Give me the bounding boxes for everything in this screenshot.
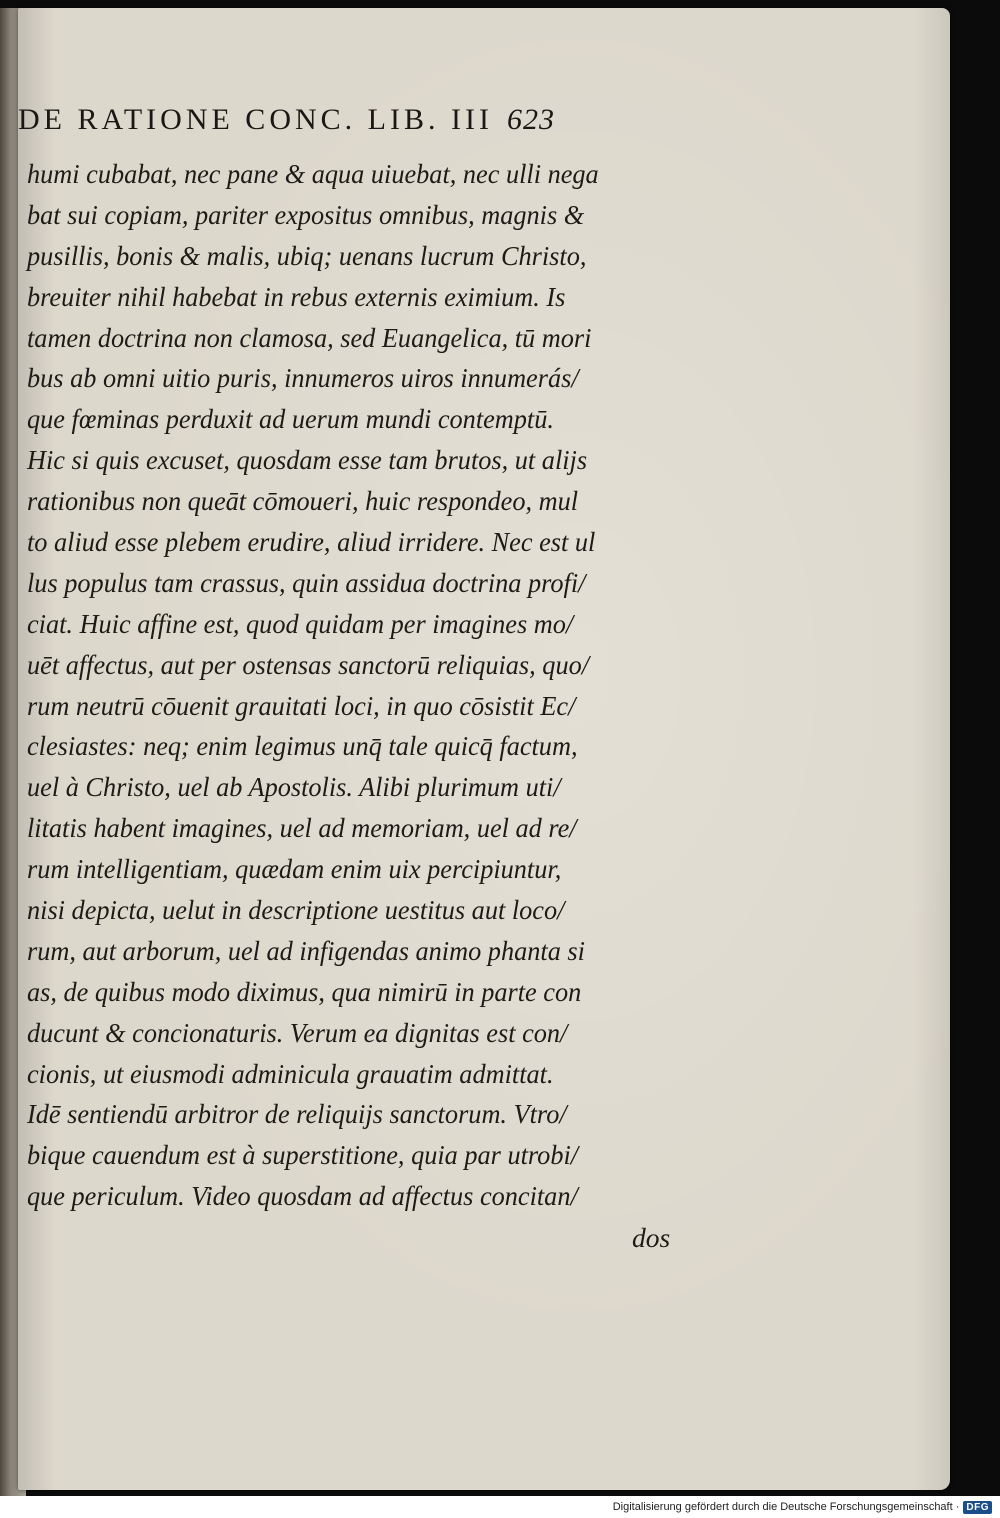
text-line: rum neutrū cōuenit grauitati loci, in quo cōsistit Ec/ xyxy=(27,689,576,721)
text-line: tamen doctrina non clamosa, sed Euangelica, tū mori xyxy=(27,321,592,353)
dfg-logo-icon: DFG xyxy=(963,1501,992,1514)
text-line: bus ab omni uitio puris, innumeros uiros innumerás/ xyxy=(27,362,579,394)
text-line: clesiastes: neq; enim legimus unq̄ tale quicq̄ factum, xyxy=(27,730,578,762)
text-line: ducunt & concionaturis. Verum ea dignitas est con/ xyxy=(27,1016,568,1048)
text-line: que periculum. Video quosdam ad affectus concitan/ xyxy=(27,1180,578,1212)
text-line: bat sui copiam, pariter expositus omnibus, magnis & xyxy=(27,198,585,230)
text-line: rum, aut arborum, uel ad infigendas animo phanta si xyxy=(27,934,585,966)
text-line: que fœminas perduxit ad uerum mundi contemptū. xyxy=(27,403,554,435)
text-line: Hic si quis excuset, quosdam esse tam brutos, ut alijs xyxy=(27,444,588,476)
text-line: uēt affectus, aut per ostensas sanctorū reliquias, quo/ xyxy=(27,648,590,680)
text-line: humi cubabat, nec pane & aqua uiuebat, nec ulli nega xyxy=(27,158,599,189)
text-line: rum intelligentiam, quædam enim uix percipiuntur, xyxy=(27,853,562,885)
catchword: dos xyxy=(632,1222,671,1253)
text-line: litatis habent imagines, uel ad memoriam, uel ad re/ xyxy=(27,812,577,844)
text-line: nisi depicta, uelut in descriptione uestitus aut loco/ xyxy=(27,894,565,926)
text-line: cionis, ut eiusmodi adminicula grauatim admittat. xyxy=(27,1057,554,1089)
credit-bar xyxy=(0,1496,1000,1518)
text-line: bique cauendum est à superstitione, quia par utrobi/ xyxy=(27,1139,579,1171)
text-line: rationibus non queāt cōmoueri, huic respondeo, mul xyxy=(27,485,579,517)
running-head-title: DE RATIONE CONC. LIB. III xyxy=(18,103,493,136)
text-line: pusillis, bonis & malis, ubiq; uenans lucrum Christo, xyxy=(27,239,587,271)
body-text xyxy=(27,154,707,1217)
text-line: as, de quibus modo diximus, qua nimirū in parte con xyxy=(27,975,582,1007)
text-line: Idē sentiendū arbitror de reliquijs sanctorum. Vtro/ xyxy=(27,1098,567,1130)
page-number: 623 xyxy=(506,103,555,136)
text-line: breuiter nihil habebat in rebus externis eximium. Is xyxy=(27,280,566,312)
funding-credit: Digitalisierung gefördert durch die Deutsche Forschungsgemeinschaft · xyxy=(612,1501,960,1513)
text-line: to aliud esse plebem erudire, aliud irridere. Nec est ul xyxy=(27,526,596,558)
text-line: uel à Christo, uel ab Apostolis. Alibi plurimum uti/ xyxy=(27,771,561,803)
text-line: ciat. Huic affine est, quod quidam per imagines mo/ xyxy=(27,607,574,639)
running-head xyxy=(18,103,718,147)
text-line: lus populus tam crassus, quin assidua doctrina profi/ xyxy=(27,566,586,598)
